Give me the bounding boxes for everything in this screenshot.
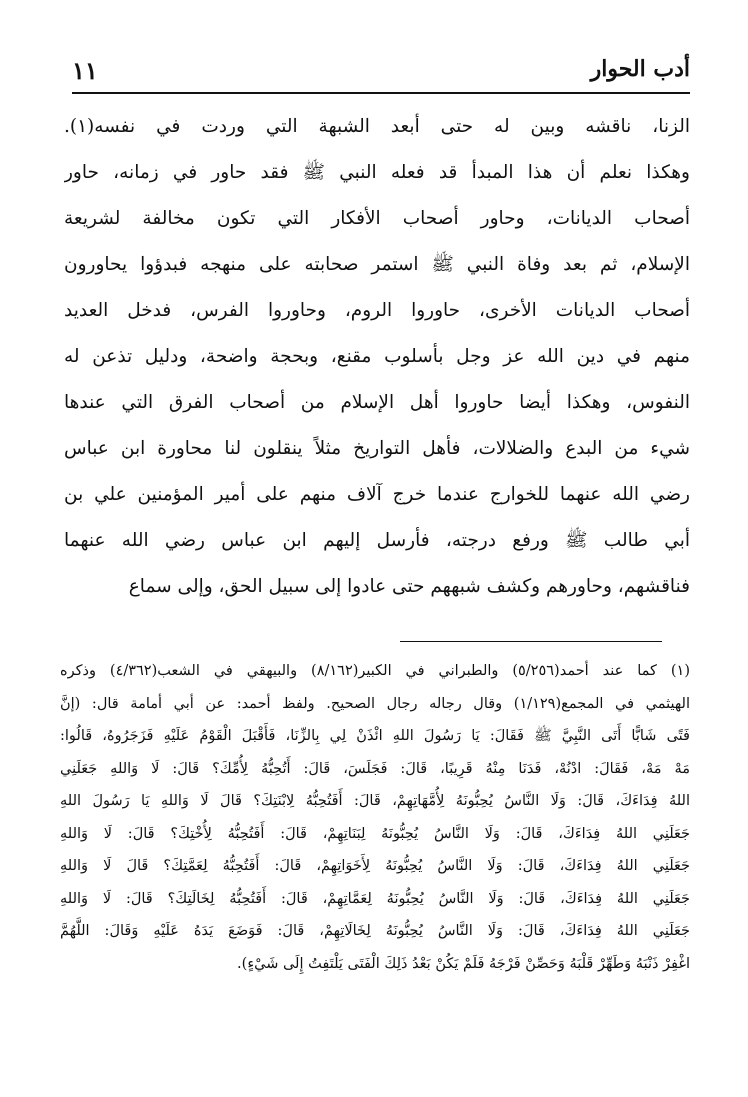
footnotes <box>60 655 690 980</box>
text-line: النفوس، وهكذا أيضا حاوروا أهل الإسلام من أصحاب الفرق التي عندها <box>64 392 690 413</box>
text-line: الزنا، ناقشه وبين له حتى أبعد الشبهة التي وردت في نفسه(١). <box>64 116 690 137</box>
header-rule <box>72 92 690 94</box>
running-title: أدب الحوار <box>590 56 690 82</box>
text-line: منهم في دين الله عز وجل بأسلوب مقنع، وبحجة واضحة، ودليل تذعن له <box>64 346 690 367</box>
text-line: فناقشهم، وحاورهم وكشف شبههم حتى عادوا إلى سبيل الحق، وإلى سماع <box>128 576 690 597</box>
text-line: شيء من البدع والضلالات، فأهل التواريخ مثلاً ينقلون لنا محاورة ابن عباس <box>64 438 690 459</box>
footnote-line: جَعَلَنِي اللهُ فِدَاءَكَ، قَالَ: وَلَا النَّاسُ يُحِبُّونَهُ لِأَخَوَاتِهِمْ، قَالَ: أَفَتُحِبُّهُ لِعَمَّتِكَ؟ قَالَ لَا وَاللهِ <box>60 858 690 874</box>
footnote-line: مَهْ مَهْ، فَقَالَ: ادْنُهْ، فَدَنَا مِنْهُ قَرِيبًا، قَالَ: فَجَلَسَ، قَالَ: أَتُحِبُّهُ لِأُمِّكَ؟ قَالَ: لَا وَاللهِ جَعَلَنِي <box>60 760 690 777</box>
text-line: وهكذا نعلم أن هذا المبدأ قد فعله النبي ﷺ فقد حاور في زمانه، حاور <box>64 162 690 183</box>
text-line: أصحاب الديانات، وحاور أصحاب الأفكار التي تكون مخالفة لشريعة <box>64 208 690 229</box>
footnote-line: الهيثمي في المجمع(١/١٢٩) وقال رجاله رجال الصحيح. ولفظ أحمد: عن أبي أمامة قال: (إنَّ <box>60 695 690 712</box>
footnote-line: (١) كما عند أحمد(٥/٢٥٦) والطبراني في الكبير(٨/١٦٢) والبيهقي في الشعب(٤/٣٦٢) وذكره <box>60 663 690 679</box>
footnote-separator <box>400 641 662 642</box>
text-line: أبي طالب ﷺ ورفع درجته، فأرسل إليهم ابن عباس رضي الله عنهما <box>64 530 690 551</box>
footnote-line: فَتًى شَابًّا أَتَى النَّبِيَّ ﷺ فَقَالَ: يَا رَسُولَ اللهِ ائْذَنْ لِي بِالزِّنَا، فَأَقْبَلَ الْقَوْمُ عَلَيْهِ فَزَجَرُوهُ، قَالُوا: <box>60 728 690 744</box>
main-text <box>64 104 690 610</box>
page-header <box>72 56 690 92</box>
text-line: الإسلام، ثم بعد وفاة النبي ﷺ استمر صحابته على منهجه فبدؤوا يحاورون <box>64 254 690 275</box>
footnote-line: جَعَلَنِي اللهُ فِدَاءَكَ، قَالَ: وَلَا النَّاسُ يُحِبُّونَهُ لِبَنَاتِهِمْ، قَالَ: أَفَتُحِبُّهُ لِأُخْتِكَ؟ قَالَ: لَا وَاللهِ <box>60 825 690 842</box>
footnote-line: جَعَلَنِي اللهُ فِدَاءَكَ، قَالَ: وَلَا النَّاسُ يُحِبُّونَهُ لِعَمَّاتِهِمْ، قَالَ: أَفَتُحِبُّهُ لِخَالَتِكَ؟ قَالَ: لَا وَاللهِ <box>60 890 690 907</box>
footnote-line: جَعَلَنِي اللهُ فِدَاءَكَ، قَالَ: وَلَا النَّاسُ يُحِبُّونَهُ لِخَالَاتِهِمْ، قَالَ: فَوَضَعَ يَدَهُ عَلَيْهِ وَقَالَ: اللَّهُمَّ <box>60 923 690 939</box>
page-number: ١١ <box>72 56 98 85</box>
footnote-line: اللهُ فِدَاءَكَ، قَالَ: وَلَا النَّاسُ يُحِبُّونَهُ لِأُمَّهَاتِهِمْ، قَالَ: أَفَتُحِبُّهُ لِابْنَتِكَ؟ قَالَ لَا وَاللهِ يَا رَسُولَ اللهِ <box>60 793 690 809</box>
footnote-line: اغْفِرْ ذَنْبَهُ وَطَهِّرْ قَلْبَهُ وَحَصِّنْ فَرْجَهُ فَلَمْ يَكُنْ بَعْدُ ذَلِكَ الْفَتَى يَلْتَفِتُ إِلَى شَيْءٍ). <box>237 955 690 972</box>
text-line: رضي الله عنهما للخوارج عندما خرج آلاف منهم على أمير المؤمنين علي بن <box>64 484 690 505</box>
text-line: أصحاب الديانات الأخرى، حاوروا الروم، وحاوروا الفرس، فدخل العديد <box>64 300 690 321</box>
